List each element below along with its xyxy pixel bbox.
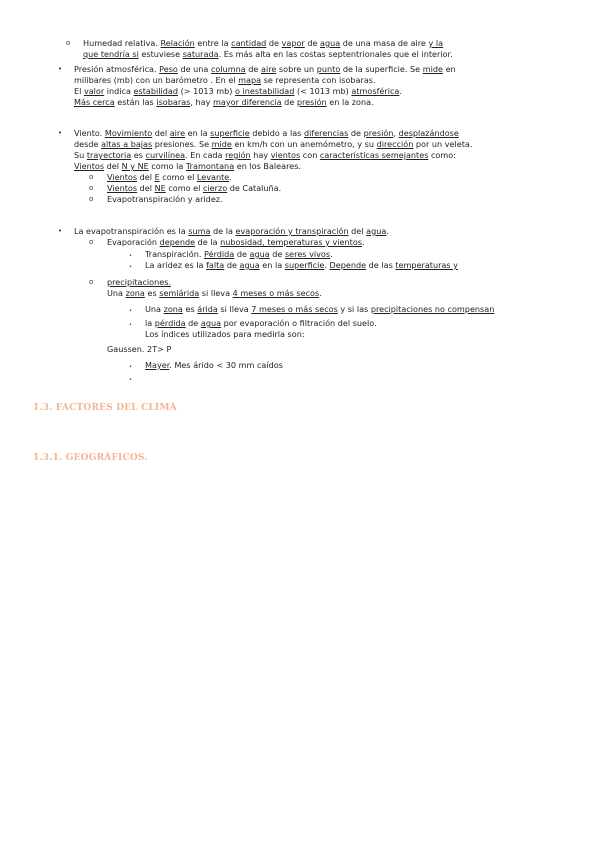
underlined-term: agua <box>366 226 387 236</box>
underlined-term: valor <box>83 86 105 96</box>
text-line: Humedad relativa. Relación entre la cantidad de vapor de agua de una masa de aire y la <box>83 38 444 48</box>
text-line: la pérdida de agua por evaporación o filtración del suelo. <box>145 318 377 328</box>
list-bullet-dot: • <box>129 322 132 328</box>
text-line: Su trayectoria es curvilínea. En cada región hay vientos con características semejantes como: <box>74 150 456 160</box>
underlined-term: agua <box>239 260 260 270</box>
underlined-term: evaporación y transpiración <box>235 226 349 236</box>
underlined-term: agua <box>320 38 341 48</box>
underlined-term: cantidad <box>231 38 267 48</box>
text-line: Vientos del NE como el cierzo de Cataluña. <box>107 183 282 193</box>
underlined-term: vientos <box>270 150 301 160</box>
underlined-term: Vientos <box>107 183 138 193</box>
underlined-term: columna <box>210 64 246 74</box>
list-bullet-dot: • <box>129 253 132 259</box>
underlined-term: N y NE <box>121 161 149 171</box>
underlined-term: presión <box>296 97 327 107</box>
underlined-term: 4 meses o más secos <box>232 288 320 298</box>
underlined-term: que tendría si <box>83 49 139 59</box>
text-line: Transpiración. Pérdida de agua de seres vivos. <box>145 249 333 259</box>
text-line: Presión atmosférica. Peso de una columna de aire sobre un punto de la superficie. Se mide en <box>74 64 456 74</box>
underlined-term: Pérdida <box>204 249 235 259</box>
list-bullet-dot: • <box>58 227 63 235</box>
underlined-term: mide <box>422 64 443 74</box>
underlined-term: 7 meses o más secos <box>251 304 338 314</box>
text-line: La aridez es la falta de agua en la superficie. Depende de las temperaturas y <box>145 260 458 270</box>
text-line: Evapotranspiración y aridez. <box>107 194 223 204</box>
text-line: Viento. Movimiento del aire en la superficie debido a las diferencias de presión, desplazándose <box>74 128 459 138</box>
underlined-term: Movimiento <box>104 128 153 138</box>
text-line: Una zona es semiárida si lleva 4 meses o más secos. <box>107 288 322 298</box>
underlined-term: Depende <box>329 260 367 270</box>
section-heading-factores: 1.3. FACTORES DEL CLIMA <box>33 403 177 413</box>
subsection-heading-geograficos: 1.3.1. GEOGRÁFICOS. <box>33 453 148 463</box>
underlined-term: características semejantes <box>319 150 429 160</box>
underlined-term: precipitaciones. <box>107 277 172 287</box>
underlined-term: superficie <box>210 128 250 138</box>
underlined-term: NE <box>154 183 166 193</box>
underlined-term: punto <box>316 64 341 74</box>
underlined-term: y la <box>428 38 444 48</box>
underlined-term: superficie <box>284 260 325 270</box>
underlined-term: árida <box>197 304 218 314</box>
text-line: Gaussen. 2T> P <box>107 344 172 354</box>
underlined-term: atmosférica <box>351 86 400 96</box>
underlined-term: zona <box>125 288 145 298</box>
underlined-term: Tramontana <box>185 161 235 171</box>
text-line: Vientos del N y NE como la Tramontana en los Baleares. <box>74 161 302 171</box>
underlined-term: presión <box>363 128 394 138</box>
underlined-term: Mayer <box>145 360 170 370</box>
underlined-term: mayor diferencia <box>212 97 282 107</box>
underlined-term: diferencias <box>303 128 349 138</box>
list-bullet-dot: • <box>129 308 132 314</box>
text-line: milibares (mb) con un barómetro . En el mapa se representa con isobaras. <box>74 75 376 85</box>
list-bullet-dot: • <box>129 264 132 270</box>
underlined-term: zona <box>163 304 183 314</box>
underlined-term: semiárida <box>159 288 200 298</box>
text-line: Más cerca están las isobaras, hay mayor diferencia de presión en la zona. <box>74 97 374 107</box>
underlined-term: región <box>225 150 251 160</box>
underlined-term: nubosidad, temperaturas y vientos <box>220 237 362 247</box>
text-line: Los índices utilizados para medirla son: <box>145 329 305 339</box>
underlined-term: desplazándose <box>398 128 459 138</box>
underlined-term: falta <box>206 260 225 270</box>
list-bullet-circle: o <box>89 173 94 181</box>
underlined-term: trayectoria <box>86 150 132 160</box>
list-bullet-circle: o <box>89 238 94 246</box>
text-line: Una zona es árida si lleva 7 meses o más secos y si las precipitaciones no compensan <box>145 304 495 314</box>
underlined-term: isobaras <box>156 97 191 107</box>
text-line: que tendría si estuviese saturada. Es más alta en las costas septentrionales que el interior. <box>83 49 453 59</box>
list-bullet-dot: • <box>129 377 132 383</box>
underlined-term: Más cerca <box>74 97 115 107</box>
underlined-term: aire <box>169 128 186 138</box>
underlined-term: agua <box>200 318 222 328</box>
underlined-term: pérdida <box>154 318 186 328</box>
underlined-term: o inestabilidad <box>235 86 295 96</box>
underlined-term: precipitaciones no compensan <box>370 304 495 314</box>
underlined-term: Relación <box>160 38 195 48</box>
underlined-term: dirección <box>376 139 414 149</box>
underlined-term: vapor <box>281 38 305 48</box>
list-bullet-dot: • <box>129 364 132 370</box>
underlined-term: Peso <box>159 64 178 74</box>
list-bullet-dot: • <box>58 65 63 73</box>
underlined-term: seres vivos <box>284 249 331 259</box>
list-bullet-circle: o <box>89 278 94 286</box>
underlined-term: altas a bajas <box>101 139 153 149</box>
underlined-term: cierzo <box>202 183 228 193</box>
text-line: Mayer. Mes árido < 30 mm caídos <box>145 360 283 370</box>
text-line <box>107 277 171 288</box>
underlined-term: curvilínea <box>145 150 186 160</box>
underlined-term: Vientos <box>107 172 138 182</box>
text-line: desde altas a bajas presiones. Se mide en km/h con un anemómetro, y su dirección por un veleta. <box>74 139 473 149</box>
text-line: Vientos del E como el Levante. <box>107 172 232 182</box>
underlined-term: temperaturas y <box>395 260 458 270</box>
underlined-term: mapa <box>238 75 262 85</box>
underlined-term: suma <box>188 226 211 236</box>
list-bullet-circle: o <box>66 39 71 47</box>
underlined-term: Vientos <box>74 161 105 171</box>
underlined-term: agua <box>249 249 270 259</box>
text-line: El valor indica estabilidad (> 1013 mb) o inestabilidad (< 1013 mb) atmosférica. <box>74 86 402 96</box>
text-line: La evapotranspiración es la suma de la evaporación y transpiración del agua. <box>74 226 389 236</box>
underlined-term: depende <box>159 237 196 247</box>
underlined-term: E <box>154 172 160 182</box>
text-line: Evaporación depende de la nubosidad, temperaturas y vientos. <box>107 237 365 247</box>
list-bullet-circle: o <box>89 195 94 203</box>
list-bullet-dot: • <box>58 129 63 137</box>
list-bullet-circle: o <box>89 184 94 192</box>
underlined-term: saturada <box>182 49 219 59</box>
underlined-term: Levante <box>196 172 230 182</box>
underlined-term: mide <box>211 139 232 149</box>
underlined-term: estabilidad <box>133 86 178 96</box>
underlined-term: aire <box>260 64 277 74</box>
